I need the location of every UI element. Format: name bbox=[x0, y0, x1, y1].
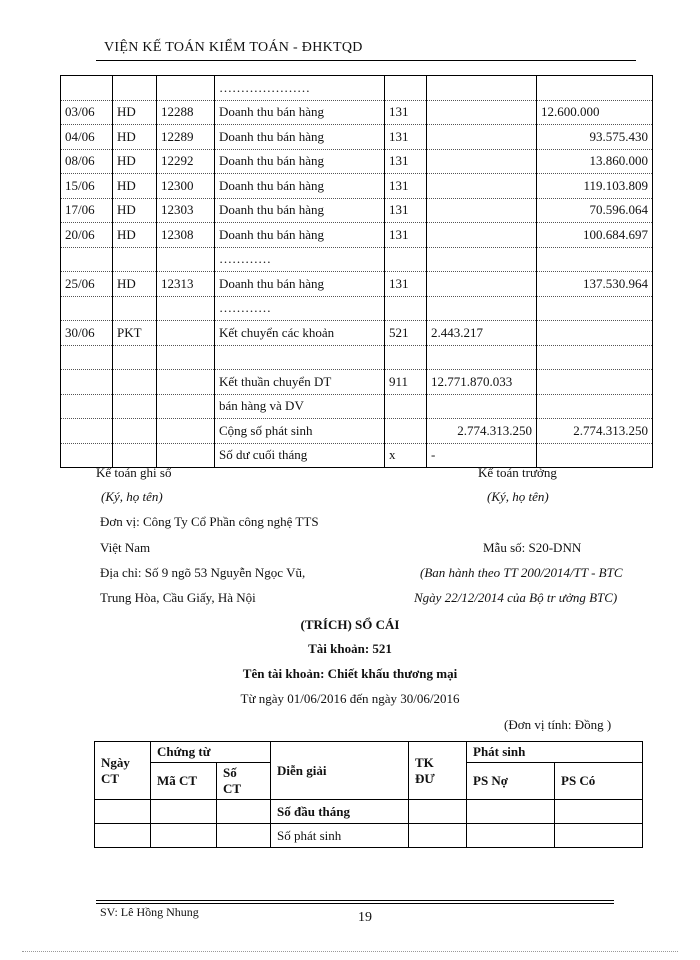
cell-date bbox=[61, 296, 113, 321]
cell-desc: ………… bbox=[215, 296, 385, 321]
ledger2-title: (TRÍCH) SỔ CÁI bbox=[300, 617, 400, 632]
row-desc: Số đầu tháng bbox=[271, 800, 409, 824]
header-debit: PS Nợ bbox=[467, 763, 555, 800]
cell-type: HD bbox=[113, 223, 157, 248]
cell-debit bbox=[427, 223, 537, 248]
cell-acc: 131 bbox=[385, 149, 427, 174]
cell-credit: 137.530.964 bbox=[537, 272, 653, 297]
signature-right-sub: (Ký, họ tên) bbox=[487, 489, 549, 504]
signature-right-title: Kế toán trưởng bbox=[478, 465, 557, 480]
table-row bbox=[61, 223, 653, 248]
page-number: 19 bbox=[358, 910, 372, 925]
footer-student: SV: Lê Hồng Nhung bbox=[100, 905, 199, 919]
ledger2-unit: (Đơn vị tính: Đồng ) bbox=[504, 717, 612, 732]
cell-desc bbox=[215, 345, 385, 370]
cell-desc: Doanh thu bán hàng bbox=[215, 125, 385, 150]
cell-acc: 521 bbox=[385, 321, 427, 346]
table-row bbox=[61, 345, 653, 370]
table-row bbox=[61, 394, 653, 419]
header-code: Mã CT bbox=[151, 763, 217, 800]
cell-acc: 131 bbox=[385, 272, 427, 297]
footer-rule bbox=[96, 900, 614, 901]
header-arising: Phát sinh bbox=[467, 742, 643, 763]
cell-date: 20/06 bbox=[61, 223, 113, 248]
header-date: Ngày CT bbox=[95, 742, 151, 800]
cell-no bbox=[157, 370, 215, 395]
header-voucher: Chứng từ bbox=[151, 742, 271, 763]
cell-debit: - bbox=[427, 443, 537, 468]
table-row bbox=[61, 272, 653, 297]
cell-debit bbox=[427, 345, 537, 370]
company-unit-line2: Việt Nam bbox=[100, 540, 151, 555]
ledger2-account: Tài khoản: 521 bbox=[308, 641, 392, 656]
cell-type bbox=[113, 394, 157, 419]
cell-no: 12289 bbox=[157, 125, 215, 150]
issued-line2: Ngày 22/12/2014 của Bộ tr ưởng BTC) bbox=[414, 590, 618, 605]
cell-debit bbox=[427, 76, 537, 101]
cell-date: 08/06 bbox=[61, 149, 113, 174]
header-rule bbox=[96, 60, 636, 61]
cell-debit bbox=[427, 149, 537, 174]
company-unit-line1: Đơn vị: Công Ty Cổ Phần công nghệ TTS bbox=[100, 514, 319, 529]
cell-acc: 131 bbox=[385, 198, 427, 223]
cell-date: 30/06 bbox=[61, 321, 113, 346]
cell-desc: ………………… bbox=[215, 76, 385, 101]
table-row bbox=[61, 125, 653, 150]
table-row bbox=[95, 824, 643, 848]
cell-date bbox=[61, 443, 113, 468]
cell-debit bbox=[427, 296, 537, 321]
cell-no bbox=[157, 247, 215, 272]
cell-acc bbox=[385, 76, 427, 101]
header-title: VIỆN KẾ TOÁN KIỂM TOÁN - ĐHKTQD bbox=[104, 40, 363, 55]
cell-acc bbox=[385, 394, 427, 419]
table-row bbox=[61, 149, 653, 174]
table-row bbox=[61, 100, 653, 125]
cell-credit: 13.860.000 bbox=[537, 149, 653, 174]
cell-credit bbox=[537, 443, 653, 468]
cell-no bbox=[157, 76, 215, 101]
cell-credit: 70.596.064 bbox=[537, 198, 653, 223]
cell-acc: 131 bbox=[385, 223, 427, 248]
cell-debit bbox=[427, 394, 537, 419]
cell-desc: Doanh thu bán hàng bbox=[215, 223, 385, 248]
header-credit: PS Có bbox=[555, 763, 643, 800]
cell-debit bbox=[427, 272, 537, 297]
cell-debit bbox=[427, 125, 537, 150]
footer-rule bbox=[96, 903, 614, 904]
cell-credit: 2.774.313.250 bbox=[537, 419, 653, 444]
cell-desc: Số dư cuối tháng bbox=[215, 443, 385, 468]
cell-acc: 131 bbox=[385, 174, 427, 199]
cell-credit bbox=[537, 296, 653, 321]
cell-debit: 2.443.217 bbox=[427, 321, 537, 346]
cell-date bbox=[61, 394, 113, 419]
cell-type: HD bbox=[113, 100, 157, 125]
cell-credit bbox=[537, 345, 653, 370]
cell-type bbox=[113, 370, 157, 395]
company-address-line1: Địa chỉ: Số 9 ngõ 53 Nguyễn Ngọc Vũ, bbox=[100, 565, 306, 580]
cell-credit: 93.575.430 bbox=[537, 125, 653, 150]
header-desc: Diễn giải bbox=[271, 742, 409, 800]
row-desc: Số phát sinh bbox=[271, 824, 409, 848]
header-acc: TK ĐƯ bbox=[409, 742, 467, 800]
cell-credit: 12.600.000 bbox=[537, 100, 653, 125]
cell-no: 12303 bbox=[157, 198, 215, 223]
table-row bbox=[61, 321, 653, 346]
cell-desc: Doanh thu bán hàng bbox=[215, 198, 385, 223]
cell-no bbox=[157, 443, 215, 468]
cell-date: 03/06 bbox=[61, 100, 113, 125]
form-number: Mẫu số: S20-DNN bbox=[483, 540, 582, 555]
table-row bbox=[61, 198, 653, 223]
ledger2-period: Từ ngày 01/06/2016 đến ngày 30/06/2016 bbox=[240, 691, 460, 706]
cell-acc bbox=[385, 419, 427, 444]
cell-debit bbox=[427, 247, 537, 272]
table-row bbox=[61, 174, 653, 199]
ledger2-table bbox=[94, 741, 643, 848]
cell-credit: 100.684.697 bbox=[537, 223, 653, 248]
cell-date: 15/06 bbox=[61, 174, 113, 199]
cell-desc: ………… bbox=[215, 247, 385, 272]
cell-type bbox=[113, 419, 157, 444]
cell-acc: 131 bbox=[385, 100, 427, 125]
issued-line1: (Ban hành theo TT 200/2014/TT - BTC bbox=[420, 565, 623, 580]
cell-type: HD bbox=[113, 174, 157, 199]
cell-desc: Doanh thu bán hàng bbox=[215, 174, 385, 199]
cell-type: HD bbox=[113, 198, 157, 223]
cell-no: 12288 bbox=[157, 100, 215, 125]
cell-desc: Doanh thu bán hàng bbox=[215, 100, 385, 125]
cell-credit bbox=[537, 247, 653, 272]
cell-no bbox=[157, 321, 215, 346]
cell-credit bbox=[537, 321, 653, 346]
ledger-table bbox=[60, 75, 653, 468]
table-row bbox=[61, 296, 653, 321]
cell-debit bbox=[427, 198, 537, 223]
cell-date: 17/06 bbox=[61, 198, 113, 223]
cell-type bbox=[113, 345, 157, 370]
cell-no bbox=[157, 394, 215, 419]
cell-acc: 911 bbox=[385, 370, 427, 395]
table-row bbox=[95, 800, 643, 824]
cell-no bbox=[157, 296, 215, 321]
cell-date bbox=[61, 76, 113, 101]
cell-desc: Doanh thu bán hàng bbox=[215, 272, 385, 297]
company-address-line2: Trung Hòa, Cầu Giấy, Hà Nội bbox=[100, 590, 256, 605]
cell-type: HD bbox=[113, 125, 157, 150]
cell-credit bbox=[537, 394, 653, 419]
cell-acc: 131 bbox=[385, 125, 427, 150]
cell-date bbox=[61, 345, 113, 370]
cell-date bbox=[61, 370, 113, 395]
cell-type: HD bbox=[113, 149, 157, 174]
cell-date bbox=[61, 419, 113, 444]
cell-type: PKT bbox=[113, 321, 157, 346]
cell-type bbox=[113, 247, 157, 272]
cell-desc: Cộng số phát sinh bbox=[215, 419, 385, 444]
table-row bbox=[61, 419, 653, 444]
table-row bbox=[61, 443, 653, 468]
table-row bbox=[61, 76, 653, 101]
cell-debit: 2.774.313.250 bbox=[427, 419, 537, 444]
cell-acc bbox=[385, 345, 427, 370]
table-row bbox=[61, 247, 653, 272]
cell-type: HD bbox=[113, 272, 157, 297]
cell-credit bbox=[537, 76, 653, 101]
cell-no: 12292 bbox=[157, 149, 215, 174]
cell-desc: bán hàng và DV bbox=[215, 394, 385, 419]
cell-acc: x bbox=[385, 443, 427, 468]
table-row bbox=[61, 370, 653, 395]
cell-desc: Kết thuần chuyển DT bbox=[215, 370, 385, 395]
cell-no: 12300 bbox=[157, 174, 215, 199]
cell-date: 04/06 bbox=[61, 125, 113, 150]
cell-no bbox=[157, 419, 215, 444]
cell-type bbox=[113, 296, 157, 321]
header-no: Số CT bbox=[217, 763, 271, 800]
signature-left-title: Kế toán ghi sổ bbox=[96, 465, 172, 480]
cell-acc bbox=[385, 247, 427, 272]
cell-date bbox=[61, 247, 113, 272]
ledger2-account-name: Tên tài khoản: Chiết khấu thương mại bbox=[242, 666, 458, 681]
cell-no: 12308 bbox=[157, 223, 215, 248]
cell-credit bbox=[537, 370, 653, 395]
cell-desc: Kết chuyển các khoản bbox=[215, 321, 385, 346]
cell-type bbox=[113, 443, 157, 468]
cell-no bbox=[157, 345, 215, 370]
cell-acc bbox=[385, 296, 427, 321]
page-bottom-border bbox=[22, 951, 678, 952]
cell-date: 25/06 bbox=[61, 272, 113, 297]
signature-left-sub: (Ký, họ tên) bbox=[101, 489, 163, 504]
cell-debit bbox=[427, 174, 537, 199]
cell-debit bbox=[427, 100, 537, 125]
cell-credit: 119.103.809 bbox=[537, 174, 653, 199]
cell-no: 12313 bbox=[157, 272, 215, 297]
cell-debit: 12.771.870.033 bbox=[427, 370, 537, 395]
cell-type bbox=[113, 76, 157, 101]
cell-desc: Doanh thu bán hàng bbox=[215, 149, 385, 174]
